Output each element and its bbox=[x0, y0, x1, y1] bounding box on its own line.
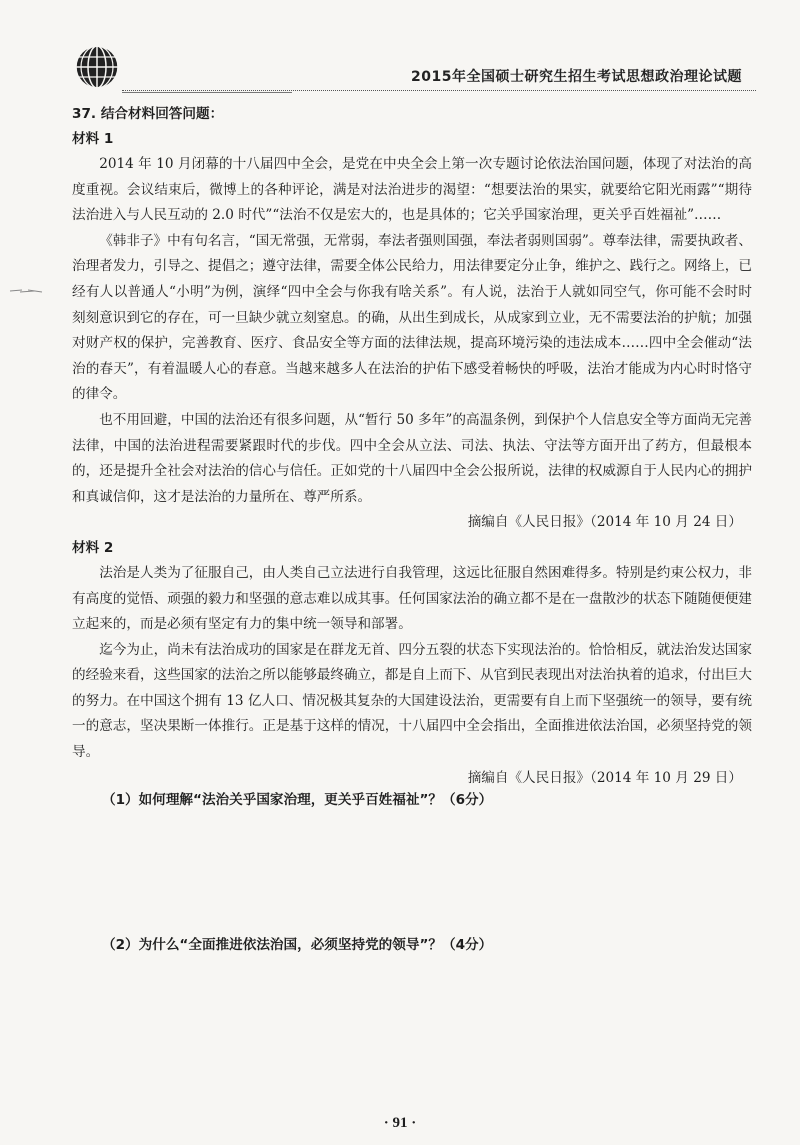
subquestion-2: （2）为什么“全面推进依法治国，必须坚持党的领导”？（4分） bbox=[102, 937, 493, 953]
material-2-paragraph: 法治是人类为了征服自己，由人类自己立法进行自我管理，这远比征服自然困难得多。特别是约束公权力，非有高度的觉悟、顽强的毅力和坚强的意志难以成其事。任何国家法治的确立都不是在一盘散沙的状态下随随便便建立起来的，而是必须有坚定有力的集中统一领导和部署。 bbox=[72, 564, 752, 633]
header-rule-dotted bbox=[122, 90, 756, 91]
material-2-label: 材料 2 bbox=[72, 539, 114, 556]
material-2-source: 摘编自《人民日报》（2014 年 10 月 29 日） bbox=[467, 769, 742, 786]
material-1-paragraph: 也不用回避，中国的法治还有很多问题，从“暂行 50 多年”的高温条例，到保护个人信息安全等方面尚无完善法律，中国的法治进程需要紧跟时代的步伐。四中全会从立法、司法、执法、守法等方面开出了药方，但最根本的，还是提升全社会对法治的信心与信任。正如党的十八届四中全会公报所说，法律的权威源自于人民内心的拥护和真诚信仰，这才是法治的力量所在、尊严所系。 bbox=[72, 411, 752, 505]
subquestion-1: （1）如何理解“法治关乎国家治理，更关乎百姓福祉”？（6分） bbox=[102, 792, 493, 808]
material-1-paragraph: 《韩非子》中有句名言，“国无常强，无常弱，奉法者强则国强，奉法者弱则国弱”。尊奉法律，需要执政者、治理者发力，引导之、提倡之；遵守法律，需要全体公民给力，用法律要定分止争，维护之、践行之。网络上，已经有人以普通人“小明”为例，演绎“四中全会与你我有啥关系”。有人说，法治于人就如同空气，你可能不会时时刻刻意识到它的存在，可一旦缺少就立刻窒息。的确，从出生到成长，从成家到立业，无不需要法治的护航；加强对财产权的保护，完善教育、医疗、食品安全等方面的法律法规，提高环境污染的违法成本……四中全会催动“法治的春天”，有着温暖人心的春意。当越来越多人在法治的护佑下感受着畅快的呼吸，法治才能成为内心时时恪守的律令。 bbox=[72, 232, 752, 403]
question-heading: 37. 结合材料回答问题： bbox=[72, 106, 224, 122]
header-title: 2015年全国硕士研究生招生考试思想政治理论试题 bbox=[411, 69, 742, 85]
page-number: · 91 · bbox=[383, 1115, 417, 1131]
material-1-paragraph: 2014 年 10 月闭幕的十八届四中全会，是党在中央全会上第一次专题讨论依法治国问题，体现了对法治的高度重视。会议结束后，微博上的各种评论，满是对法治进步的渴望：“想要法治的果实，就要给它阳光雨露”“期待法治进入与人民互动的 2.0 时代”“法治不仅是宏大的，也是具体的；它关乎国家治理，更关乎百姓福祉”…… bbox=[72, 156, 752, 224]
question-body bbox=[72, 102, 752, 791]
page-header bbox=[0, 0, 800, 100]
globe-icon bbox=[72, 42, 122, 92]
material-1-source: 摘编自《人民日报》（2014 年 10 月 24 日） bbox=[467, 514, 742, 531]
material-1-label: 材料 1 bbox=[72, 131, 114, 147]
material-2-paragraph: 迄今为止，尚未有法治成功的国家是在群龙无首、四分五裂的状态下实现法治的。恰恰相反，就法治发达国家的经验来看，这些国家的法治之所以能够最终确立，都是自上而下、从官到民表现出对法治执着的追求，付出巨大的努力。在中国这个拥有 13 亿人口、情况极其复杂的大国建设法治，更需要有自上而下坚强统一的领导，要有统一的意志，坚决果断一体推行。正是基于这样的情况，十八届四中全会指出，全面推进依法治国，必须坚持党的领导。 bbox=[72, 641, 752, 761]
margin-scribble bbox=[8, 288, 46, 294]
